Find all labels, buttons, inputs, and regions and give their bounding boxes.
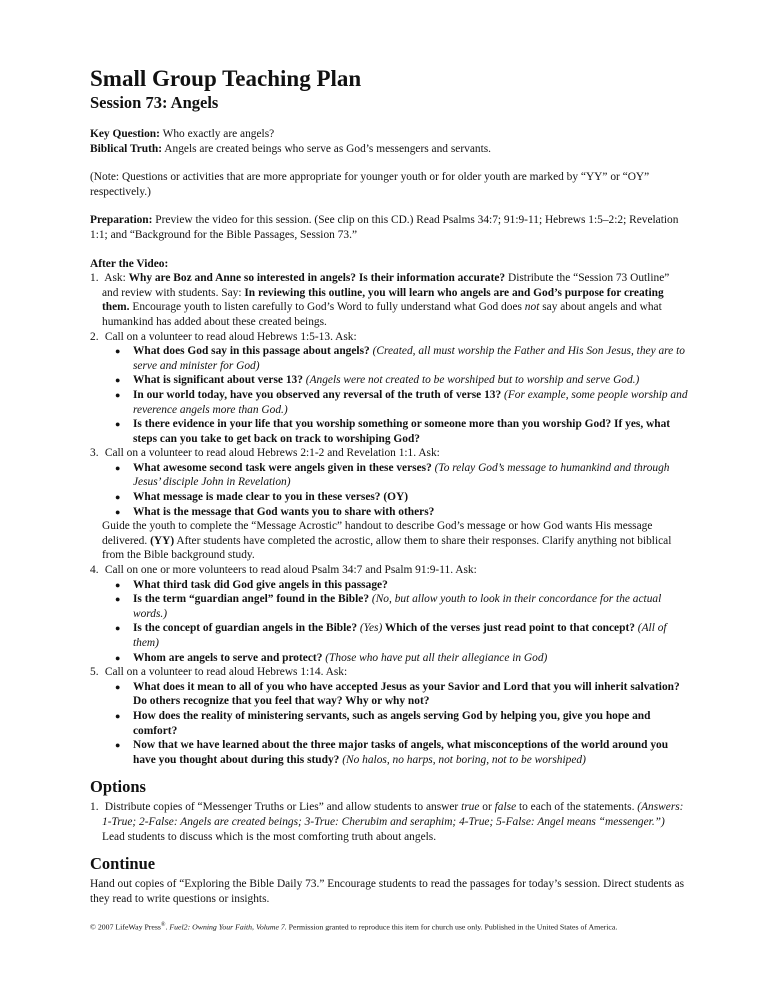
preparation: Preparation: Preview the video for this session. (See clip on this CD.) Read Psalms 34:7; 91:9-11; Hebrews 1:5–2:2; Revelation 1:1; and “Background for the Bible Passages, Session 73.” <box>90 214 679 241</box>
question-item: ● What does God say in this passage about angels? (Created, all must worship the Father and His Son Jesus, they are to serve and minister for God) <box>133 344 688 373</box>
list-item: 3. Call on a volunteer to read aloud Hebrews 2:1-2 and Revelation 1:1. Ask: ● What awesome second task were angels given in these verses? (To relay God’s message to humankind and through Jesus’ disciple John in Revelation) ● What message is made clear to you in these verses? (OY) ● What is the message that God wants you to share with others? Guide the youth to complete the “Message Acrostic” handout to describe God’s message or how God wants His message delivered. (YY) After students have completed the acrostic, allow them to share their responses. Clarify anything not biblical from the Bible background study. <box>90 446 688 563</box>
question-list <box>102 461 688 519</box>
note: (Note: Questions or activities that are more appropriate for younger youth or for older youth are marked by “YY” or “OY” respectively.) <box>90 171 650 198</box>
question-item: ● Now that we have learned about the three major tasks of angels, what misconceptions of the world around you have you thought about during this study? (No halos, no harps, not boring, not to be worshiped) <box>133 738 688 767</box>
question-item: ● What does it mean to all of you who have accepted Jesus as your Savior and Lord that you will inherit salvation? Do others recognize that you feel that way? Why or why not? <box>133 680 688 709</box>
question-item: ● Is the term “guardian angel” found in the Bible? (No, but allow youth to look in their concordance for the actual words.) <box>133 592 688 621</box>
question-item: ● What is the message that God wants you to share with others? <box>133 505 688 520</box>
options-heading: Options <box>90 777 146 797</box>
session-title: Session 73: Angels <box>90 93 219 112</box>
copyright-footer: © 2007 LifeWay Press®. Fuel2: Owning Your Faith, Volume 7. Permission granted to reproduce this item for church use only. Published in the United States of America. <box>90 922 618 932</box>
list-item: 2. Call on a volunteer to read aloud Hebrews 1:5-13. Ask: ● What does God say in this passage about angels? (Created, all must worship the Father and His Son Jesus, they are to serve and minister for God) ● What is significant about verse 13? (Angels were not created to be worshiped but to worship and serve God.) ● In our world today, have you observed any reversal of the truth of verse 13? (For example, some people worship and reverence angels more than God.) ● Is there evidence in your life that you worship something or someone more than you worship God? If yes, what steps can you take to get back on track to worshiping God? <box>90 330 688 447</box>
list-item: 4. Call on one or more volunteers to read aloud Psalm 34:7 and Psalm 91:9-11. Ask: ● What third task did God give angels in this passage? ● Is the term “guardian angel” found in the Bible? (No, but allow youth to look in their concordance for the actual words.) ● Is the concept of guardian angels in the Bible? (Yes) Which of the verses just read point to that concept? (All of them) ● Whom are angels to serve and protect? (Those who have put all their allegiance in God) <box>90 563 688 665</box>
list-item: 1. Ask: Why are Boz and Anne so interested in angels? Is their information accurate? Distribute the “Session 73 Outline” and review with students. Say: In reviewing this outline, you will learn who angels are and God’s purpose for creating them. Encourage youth to listen carefully to God’s Word to fully understand what God does not say about angels and what humankind has added about these created beings. <box>90 272 670 328</box>
biblical-truth: Biblical Truth: Angels are created beings who serve as God’s messengers and servants. <box>90 142 492 155</box>
after-video-heading: After the Video: <box>90 257 169 270</box>
question-list <box>102 578 688 666</box>
question-item: ● What is significant about verse 13? (Angels were not created to be worshiped but to worship and serve God.) <box>133 373 688 388</box>
question-item: ● What message is made clear to you in these verses? (OY) <box>133 490 688 505</box>
continue-text: Hand out copies of “Exploring the Bible Daily 73.” Encourage students to read the passages for today’s session. Direct students as they read to write questions or insights. <box>90 878 685 905</box>
question-item: ● What awesome second task were angels given in these verses? (To relay God’s message to humankind and through Jesus’ disciple John in Revelation) <box>133 461 688 490</box>
list-item: 1. Distribute copies of “Messenger Truths or Lies” and allow students to answer true or false to each of the statements. (Answers: 1-True; 2-False: Angels are created beings; 3-True: Cherubim and seraphim; 4-True; 5-False: Angel means “messenger.”) Lead students to discuss which is the most comforting truth about angels. <box>90 801 684 843</box>
page-title: Small Group Teaching Plan <box>90 66 362 91</box>
key-question: Key Question: Who exactly are angels? <box>90 128 275 140</box>
options-list <box>90 800 688 844</box>
question-item: ● What third task did God give angels in this passage? <box>133 578 688 593</box>
question-item: ● Is there evidence in your life that you worship something or someone more than you worship God? If yes, what steps can you take to get back on track to worshiping God? <box>133 417 688 446</box>
question-item: ● In our world today, have you observed any reversal of the truth of verse 13? (For example, some people worship and reverence angels more than God.) <box>133 388 688 417</box>
list-item: 5. Call on a volunteer to read aloud Hebrews 1:14. Ask: ● What does it mean to all of you who have accepted Jesus as your Savior and Lord that you will inherit salvation? Do others recognize that you feel that way? Why or why not? ● How does the reality of ministering servants, such as angels serving God by helping you, give you hope and comfort? ● Now that we have learned about the three major tasks of angels, what misconceptions of the world around you have you thought about during this study? (No halos, no harps, not boring, not to be worshiped) <box>90 665 688 767</box>
question-item: ● How does the reality of ministering servants, such as angels serving God by helping you, give you hope and comfort? <box>133 709 688 738</box>
acrostic-instructions: Guide the youth to complete the “Message Acrostic” handout to describe God’s message or how God wants His message delivered. (YY) After students have completed the acrostic, allow them to share their responses. Clarify anything not biblical from the Bible background study. <box>102 520 672 562</box>
after-video-list <box>90 271 688 767</box>
continue-heading: Continue <box>90 854 156 874</box>
question-item: ● Whom are angels to serve and protect? (Those who have put all their allegiance in God) <box>133 651 688 666</box>
question-list <box>102 344 688 446</box>
question-item: ● Is the concept of guardian angels in the Bible? (Yes) Which of the verses just read point to that concept? (All of them) <box>133 621 688 650</box>
question-list <box>102 680 688 768</box>
